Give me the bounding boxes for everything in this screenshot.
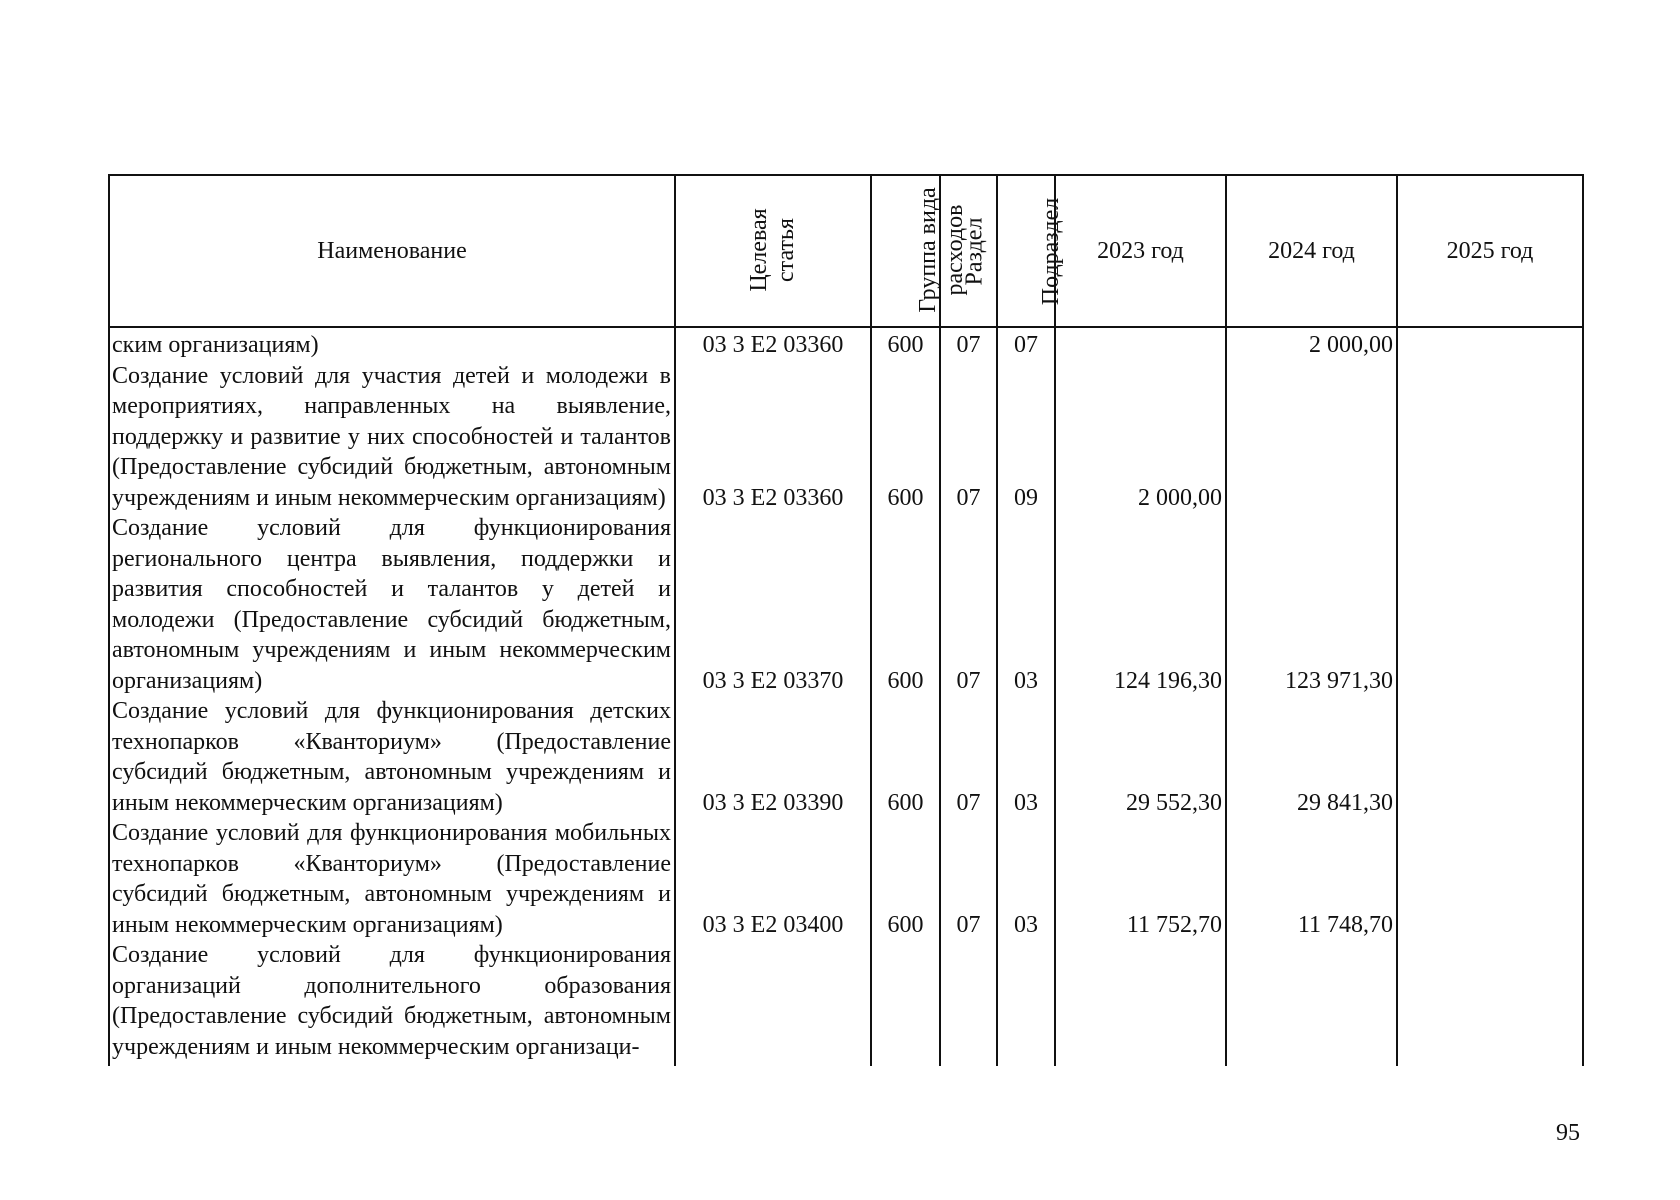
table-row: [109, 818, 1583, 940]
row-section: 07: [940, 696, 997, 818]
row-2025: [1397, 818, 1583, 940]
row-subsection: 03: [997, 696, 1055, 818]
row-2023: 124 196,30: [1055, 513, 1226, 696]
row-2024: 29 841,30: [1226, 696, 1397, 818]
row-subsection: 07: [997, 327, 1055, 361]
row-target: [675, 940, 871, 1066]
table-row: [109, 513, 1583, 696]
row-2023: [1055, 940, 1226, 1066]
table-row: [109, 361, 1583, 514]
row-2025: [1397, 513, 1583, 696]
row-2025: [1397, 327, 1583, 361]
row-2023: [1055, 327, 1226, 361]
budget-table: [108, 174, 1584, 1066]
header-subsection: Подраздел: [997, 175, 1055, 327]
row-name: Создание условий для участия детей и молодежи в мероприятиях, направленных на выявление, поддержку и развитие у них способностей и талантов (Предоставление субсидий бюджетным, автономным учреждениям и иным некоммерческим организациям): [109, 361, 675, 514]
row-2024: [1226, 940, 1397, 1066]
row-section: 07: [940, 327, 997, 361]
row-subsection: 09: [997, 361, 1055, 514]
row-target: 03 3 Е2 03360: [675, 361, 871, 514]
row-2024: [1226, 361, 1397, 514]
row-name: Создание условий для функционирования регионального центра выявления, поддержки и развития способностей и талантов у детей и молодежи (Предоставление субсидий бюджетным, автономным учреждениям и иным некоммерческим организациям): [109, 513, 675, 696]
header-section: Раздел: [940, 175, 997, 327]
row-name: ским организациям): [109, 327, 675, 361]
row-2024: 2 000,00: [1226, 327, 1397, 361]
table-row: [109, 327, 1583, 361]
row-section: 07: [940, 513, 997, 696]
row-2025: [1397, 361, 1583, 514]
row-group: 600: [871, 327, 940, 361]
header-2024: 2024 год: [1226, 175, 1397, 327]
row-2023: 2 000,00: [1055, 361, 1226, 514]
row-2025: [1397, 940, 1583, 1066]
row-name: Создание условий для функционирования мобильных технопарков «Кванториум» (Предоставление субсидий бюджетным, автономным учреждениям и иным некоммерческим организациям): [109, 818, 675, 940]
page-number: 95: [1556, 1120, 1580, 1146]
row-2024: 123 971,30: [1226, 513, 1397, 696]
row-section: 07: [940, 818, 997, 940]
row-group: 600: [871, 696, 940, 818]
table-header-row: [109, 175, 1583, 327]
row-group: 600: [871, 361, 940, 514]
row-name: Создание условий для функционирования детских технопарков «Кванториум» (Предоставление субсидий бюджетным, автономным учреждениям и иным некоммерческим организациям): [109, 696, 675, 818]
row-section: 07: [940, 361, 997, 514]
row-target: 03 3 Е2 03400: [675, 818, 871, 940]
row-subsection: 03: [997, 818, 1055, 940]
header-2023: 2023 год: [1055, 175, 1226, 327]
row-subsection: [997, 940, 1055, 1066]
row-group: 600: [871, 818, 940, 940]
row-group: 600: [871, 513, 940, 696]
header-target: Целевая статья: [675, 175, 871, 327]
row-group: [871, 940, 940, 1066]
row-2025: [1397, 696, 1583, 818]
row-2023: 11 752,70: [1055, 818, 1226, 940]
header-name: Наименование: [109, 175, 675, 327]
row-target: 03 3 Е2 03360: [675, 327, 871, 361]
row-subsection: 03: [997, 513, 1055, 696]
header-group: Группа вида расходов: [871, 175, 940, 327]
row-target: 03 3 Е2 03390: [675, 696, 871, 818]
row-target: 03 3 Е2 03370: [675, 513, 871, 696]
row-2023: 29 552,30: [1055, 696, 1226, 818]
row-2024: 11 748,70: [1226, 818, 1397, 940]
table-row: [109, 696, 1583, 818]
row-name: Создание условий для функционирования организаций дополнительного образования (Предоставление субсидий бюджетным, автономным учреждениям и иным некоммерческим организаци-: [109, 940, 675, 1066]
table-row: [109, 940, 1583, 1066]
row-section: [940, 940, 997, 1066]
header-2025: 2025 год: [1397, 175, 1583, 327]
